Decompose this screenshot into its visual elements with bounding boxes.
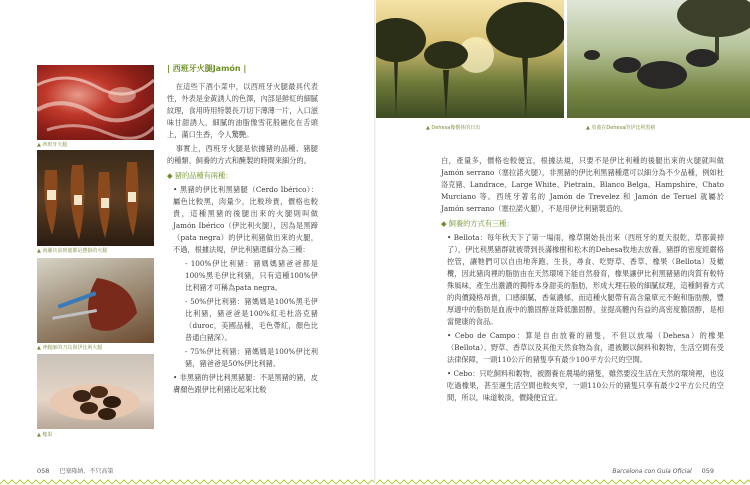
carving-art [37,258,154,343]
breed-item-3: - 50%伊比利豬：豬媽媽是100%黑毛伊比利豬，豬爸爸是100%紅毛杜洛克豬（duroc，美國品種，毛色帶紅，顏色比普通白豬深）。 [185,297,318,342]
section-title: | 西班牙火腿Jamón | [167,64,247,73]
jamon-slices-photo [37,65,154,140]
breed-heading: ◆ 豬的品種有兩種： [167,171,233,180]
right-body-column [441,155,724,406]
intro-paragraph-2: 事實上，西班牙火腿是依據豬的品種、豬腿的種類、飼養的方式和醃製的時間來細分的。 [167,144,318,165]
photo-caption-1: ▲ 西班牙火腿 [37,142,68,148]
right-page-number: 059 [701,467,714,475]
pigs-art [567,0,750,118]
hanging-hams-art [37,150,154,246]
ham-carving-photo [37,258,154,343]
feed-item-cebo: • Cebo：只吃飼料和穀物，被圈養在農場的豬隻，雖然要沒生活在天然的環境裡，也沒吃過橡果，甚至運生活空間也較夾窄，一頭110公斤的豬隻只享有最少2平方公尺的空間，所以，味道較淡，價錢便宜宜。 [447,369,724,402]
dehesa-sunrise-photo [376,0,564,118]
acorns-art [37,354,154,429]
oak-trees-art [376,0,564,118]
left-page-number: 058 [37,467,50,475]
feed-item-bellota: • Bellota：每年秋天下了第一場雨，橡草開始長出來（西班牙的夏天很乾，草都黃掉了），伊比利黑豬群就被帶到長滿橡樹和松木的Dehesa牧地去放養，豬群的密度經嚴格控管，讓牠們可以自由地奔跑、生長，尋食、吃野草、香草、橡果（Bellota）及橄欖，因此豬肉裡的脂肪由在天然環境下能自然發育，橡果讓伊比利黑豬豬的肉質有較特殊風味，產生出濃濃的獨特本身甜美的脂肪，形成大理石般的細膩紋理，這種飼養方式的肉價錢格昂貴，口感細膩，香氣濃郁，而這種火腿帶有高含量單元不飽和脂肪酸，豐厚適中的脂肪是血液中的膽固醇並降低膽固醇，並提高體內有益的高密度膽固醇，是相當健康的食品。 [447,233,724,326]
photo-caption-3: ▲ 斧腿師的刀具與伊比利火腿 [37,345,103,351]
intro-paragraph-1: 在這些下酒小菜中，以西班牙火腿最具代表性，外表是金黃誘人的色澤，內部是鮮紅的細膩紋理，食用時用特製長刀切下薄薄一片，入口滋味甘甜誘人，細膩的油脂像雪花般融化在舌頭上，滿口生香，令人驚艷。 [167,82,318,139]
right-footer-title: Barcelona con Guía Oficial [612,468,692,475]
left-footer [37,466,113,475]
continued-paragraph: 白，產量多，價格也較便宜，根據法規，只要不是伊比利種的後腿出來的火腿就叫做 Jamón serrano（塞拉諾火腿），非黑豬的伊比利黑豬種還可以細分為不少品種，例如杜洛克豬、Landrace、Large White、Pietrain、Blanco Belga、Hampshire、Chato Murciano 等。西班牙著名的 Jamón de Trevelez 和 Jamón de Teruel 就屬於 Jamón serrano（塞拉諾火腿），不是用伊比利豬製造的。 [441,156,724,213]
photo-caption-2: ▲ 商舖店前到處都是懸掛的火腿 [37,248,108,254]
left-footer-title: 巴塞隆納、不只高第 [59,468,114,475]
ham-slices-art [37,65,154,140]
photo-caption-right-1: ▲ Dehesa橡樹林的日出 [426,125,481,131]
left-body-column [167,63,318,398]
right-zigzag-border [376,479,750,485]
right-footer [612,467,714,475]
hanging-hams-photo [37,150,154,246]
photo-caption-right-2: ▲ 放養在Dehesa的伊比利黑豬 [586,125,656,131]
acorns-photo [37,354,154,429]
photo-caption-4: ▲ 橡果 [37,432,53,438]
iberian-pigs-photo [567,0,750,118]
breed-item-2: - 100%伊比利豬：豬媽媽豬爸爸都是100%黑毛伊比利豬，只有這種100%伊比利豬才可稱為pata negra。 [185,259,318,292]
feed-item-cebo-campo: • Cebo de Campo：算是自由放養的豬隻，不但以放場（Dehesa）的橡果（Bellota）、野草、香草以及其他天然食物為食，還被餵以飼料和穀物，生活空間有受法律保障，一頭110公斤的豬隻享有最少100平方公尺的空間。 [447,331,724,364]
breed-item-5: • 非黑豬的伊比利黑豬腿：不是黑豬的豬，皮膚顏色跟伊比利豬比起來比較 [173,373,318,394]
left-zigzag-border [0,479,374,485]
breed-item-1: • 黑豬的伊比利黑豬腿（Cerdo Ibérico）：屬色比較黑，肉量少，比較珍貴，價格也較貴，這種黑豬的後腿出來的火腿則叫做 Jamón Ibérico（伊比利火腿），因為是黑蹄（pata negra）的伊比利豬做出來的火腿，不過，根據法規，伊比利豬還細分為三種： [173,185,318,254]
breed-item-4: - 75%伊比利豬：豬媽媽是100%伊比利豬，豬爸爸是50%伊比利豬。 [185,347,318,368]
feed-heading: ◆ 飼養的方式有三種： [441,219,514,228]
